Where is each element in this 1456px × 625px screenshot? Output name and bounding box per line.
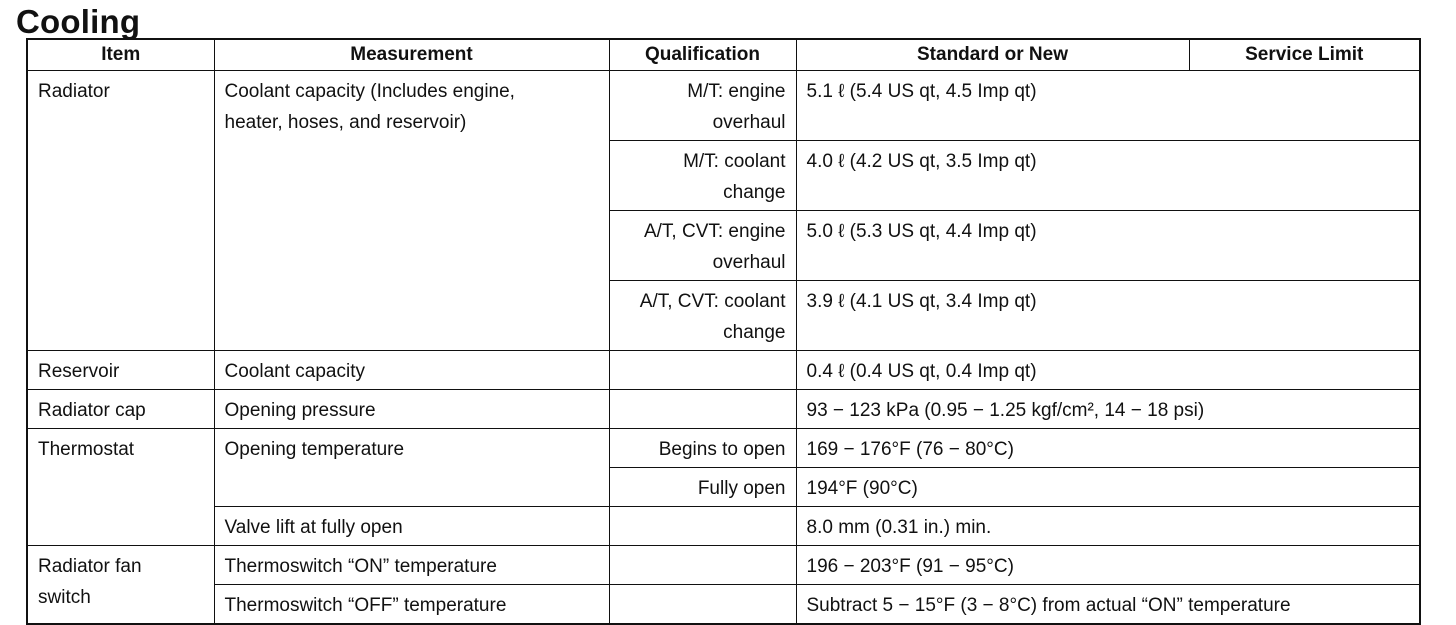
header-qualification: Qualification (609, 39, 796, 71)
standard-cell: 93 − 123 kPa (0.95 − 1.25 kgf/cm², 14 − 18 psi) (796, 390, 1420, 429)
qualification-cell (609, 585, 796, 625)
qualification-cell: Begins to open (609, 429, 796, 468)
qualification-cell (609, 507, 796, 546)
standard-cell: 169 − 176°F (76 − 80°C) (796, 429, 1420, 468)
standard-cell: 5.0 ℓ (5.3 US qt, 4.4 Imp qt) (796, 211, 1420, 281)
measurement-thermostat-opening: Opening temperature (214, 429, 609, 507)
qualification-line: overhaul (712, 112, 786, 133)
qualification-line: overhaul (712, 252, 786, 273)
measurement-thermoswitch-on: Thermoswitch “ON” temperature (214, 546, 609, 585)
qualification-cell (609, 546, 796, 585)
qualification-line: A/T, CVT: coolant (639, 291, 786, 312)
qualification-cell: Fully open (609, 468, 796, 507)
measurement-valve-lift: Valve lift at fully open (214, 507, 609, 546)
table-row (27, 351, 1420, 390)
item-radiator: Radiator (27, 71, 214, 351)
qualification-line: A/T, CVT: engine (643, 221, 786, 242)
standard-cell: 5.1 ℓ (5.4 US qt, 4.5 Imp qt) (796, 71, 1420, 141)
qualification-cell (609, 351, 796, 390)
standard-cell: 0.4 ℓ (0.4 US qt, 0.4 Imp qt) (796, 351, 1420, 390)
item-radiator-cap: Radiator cap (27, 390, 214, 429)
header-service-limit: Service Limit (1189, 40, 1420, 70)
item-line: Radiator fan (38, 556, 142, 577)
standard-cell: 194°F (90°C) (796, 468, 1420, 507)
qualification-cell (609, 141, 796, 211)
header-row (27, 39, 1420, 71)
table-row (27, 546, 1420, 585)
cooling-spec-table (26, 38, 1421, 625)
qualification-line: M/T: coolant (683, 151, 786, 172)
qualification-cell (609, 390, 796, 429)
item-thermostat: Thermostat (27, 429, 214, 546)
table-row (27, 585, 1420, 625)
standard-cell: 4.0 ℓ (4.2 US qt, 3.5 Imp qt) (796, 141, 1420, 211)
measurement-line: heater, hoses, and reservoir) (224, 112, 467, 133)
table-row (27, 71, 1420, 141)
standard-cell: 196 − 203°F (91 − 95°C) (796, 546, 1420, 585)
qualification-cell (609, 281, 796, 351)
page-title: Cooling (16, 3, 141, 40)
qualification-line: M/T: engine (687, 81, 786, 102)
qualification-line: change (723, 182, 786, 203)
header-standard-limit (796, 39, 1420, 71)
measurement-reservoir: Coolant capacity (214, 351, 609, 390)
measurement-thermoswitch-off: Thermoswitch “OFF” temperature (214, 585, 609, 625)
measurement-line: Coolant capacity (Includes engine, (224, 81, 515, 102)
table-row (27, 429, 1420, 468)
standard-cell: 8.0 mm (0.31 in.) min. (796, 507, 1420, 546)
item-line: switch (38, 587, 91, 608)
measurement-radiator (214, 71, 609, 351)
header-standard: Standard or New (917, 44, 1068, 65)
qualification-line: change (723, 322, 786, 343)
header-measurement: Measurement (214, 39, 609, 71)
measurement-radiator-cap: Opening pressure (214, 390, 609, 429)
qualification-cell (609, 71, 796, 141)
item-reservoir: Reservoir (27, 351, 214, 390)
qualification-cell (609, 211, 796, 281)
item-radiator-fan-switch (27, 546, 214, 625)
table-row (27, 507, 1420, 546)
header-item: Item (27, 39, 214, 71)
standard-cell: 3.9 ℓ (4.1 US qt, 3.4 Imp qt) (796, 281, 1420, 351)
table-row (27, 390, 1420, 429)
standard-cell: Subtract 5 − 15°F (3 − 8°C) from actual “ON” temperature (796, 585, 1420, 625)
